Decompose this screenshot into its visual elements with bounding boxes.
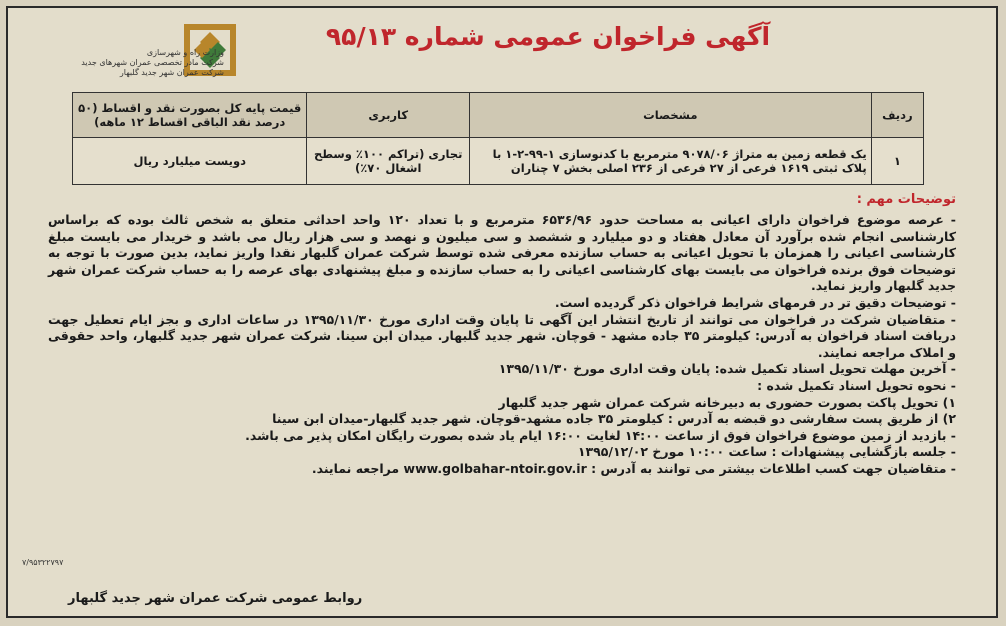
- header-index: ردیف: [871, 93, 923, 138]
- note-paragraph: - نحوه تحویل اسناد تکمیل شده :: [757, 377, 956, 393]
- website-intro: - متقاضیان جهت کسب اطلاعات بیشتر می توانند به آدرس :: [591, 460, 956, 476]
- org-line: شرکت عمران شهر جدید گلبهار: [119, 68, 224, 77]
- row-usage: تجاری (تراکم ۱۰۰٪ وسطح اشغال ۷۰٪): [307, 138, 469, 185]
- reference-number: ۷/۹۵۳۲۲۷۹۷: [22, 558, 64, 567]
- header-specs: مشخصات: [469, 93, 871, 138]
- signature: روابط عمومی شرکت عمران شهر جدید گلبهار: [68, 591, 363, 606]
- org-line: وزارت راه و شهرسازی: [146, 48, 224, 57]
- note-paragraph: - آخرین مهلت تحویل اسناد تکمیل شده: پایان وقت اداری مورخ ۱۳۹۵/۱۱/۳۰: [498, 361, 956, 377]
- note-paragraph: - جلسه بازگشایی پیشنهادات : ساعت ۱۰:۰۰ مورخ ۱۳۹۵/۱۲/۰۲: [577, 444, 956, 460]
- header-price: قیمت پایه کل بصورت نقد و اقساط (۵۰ درصد نقد الباقی اقساط ۱۲ ماهه): [73, 93, 307, 138]
- row-price: دویست میلیارد ریال: [73, 138, 307, 185]
- announcement-title: آگهی فراخوان عمومی شماره ۹۵/۱۳: [325, 22, 771, 51]
- header-usage: کاربری: [307, 93, 469, 138]
- note-paragraph: ۱) تحویل پاکت بصورت حضوری به دبیرخانه شرکت عمران شهر جدید گلبهار: [498, 394, 956, 410]
- advertisement-frame: [6, 6, 998, 618]
- table-row: [73, 138, 924, 185]
- table-header-row: [73, 93, 924, 138]
- website-link[interactable]: www.golbahar-ntoir.gov.ir: [403, 460, 587, 476]
- org-line: شرکت مادر تخصصی عمران شهرهای جدید: [81, 58, 224, 67]
- notes-body: [48, 212, 956, 478]
- note-paragraph: - عرصه موضوع فراخوان دارای اعیانی به مساحت حدود ۶۵۳۶/۹۶ مترمربع و با تعداد ۱۲۰ واحد احداثی متعلق به شخص ثالث بوده که براساس کارشناسی انجام شده برآورد آن معادل هفتاد و دو میلیارد و ششصد و سی میلیون و نهصد و سی هزار ریال می باشد و خریدار می بایست مبلغ کارشناسی اعیانی را همزمان با تحویل اعیانی به حساب سازنده معرفی شده توسط شرکت عمران گلبهار نقدا واریز نماید، بدین صورت با توجه به توضیحات فوق برنده فراخوان می بایست بهای کارشناسی اعیانی را به حساب سازنده و مبلغ پیشنهادی بهای عرصه را به حساب شرکت عمران شهر جدید گلبهار واریز نماید.: [48, 212, 956, 294]
- offer-table: [72, 92, 924, 185]
- organization-name: [64, 48, 224, 78]
- note-paragraph: - بازدید از زمین موضوع فراخوان فوق از ساعت ۱۴:۰۰ لغایت ۱۶:۰۰ ایام یاد شده بصورت رایگان امکان پذیر می باشد.: [245, 427, 956, 443]
- notes-heading: توضیحات مهم :: [856, 192, 956, 207]
- note-paragraph: ۲) از طریق پست سفارشی دو قبضه به آدرس : کیلومتر ۳۵ جاده مشهد-قوچان. شهر جدید گلبهار-میدان ابن سینا: [272, 411, 956, 427]
- website-suffix: مراجعه نمایند.: [311, 460, 404, 476]
- note-paragraph-website: [48, 461, 956, 478]
- note-paragraph: - توضیحات دقیق تر در فرمهای شرایط فراخوان ذکر گردیده است.: [554, 294, 956, 310]
- row-specs: یک قطعه زمین به متراژ ۹۰۷۸/۰۶ مترمربع با کدنوسازی ۱-۹۹-۲-۱ با پلاک ثبتی ۱۶۱۹ فرعی از ۲۷ فرعی از ۲۳۶ اصلی بخش ۷ چناران: [469, 138, 871, 185]
- note-paragraph: - متقاضیان شرکت در فراخوان می توانند از تاریخ انتشار این آگهی تا پایان وقت اداری مورخ ۱۳۹۵/۱۱/۳۰ در ساعات اداری و بجز ایام تعطیل جهت دریافت اسناد فراخوان به آدرس: کیلومتر ۳۵ جاده مشهد - قوچان. شهر جدید گلبهار. میدان ابن سینا. شرکت عمران شهر جدید گلبهار، واحد حقوقی و املاک مراجعه نمایند.: [48, 311, 956, 360]
- row-index: ۱: [871, 138, 923, 185]
